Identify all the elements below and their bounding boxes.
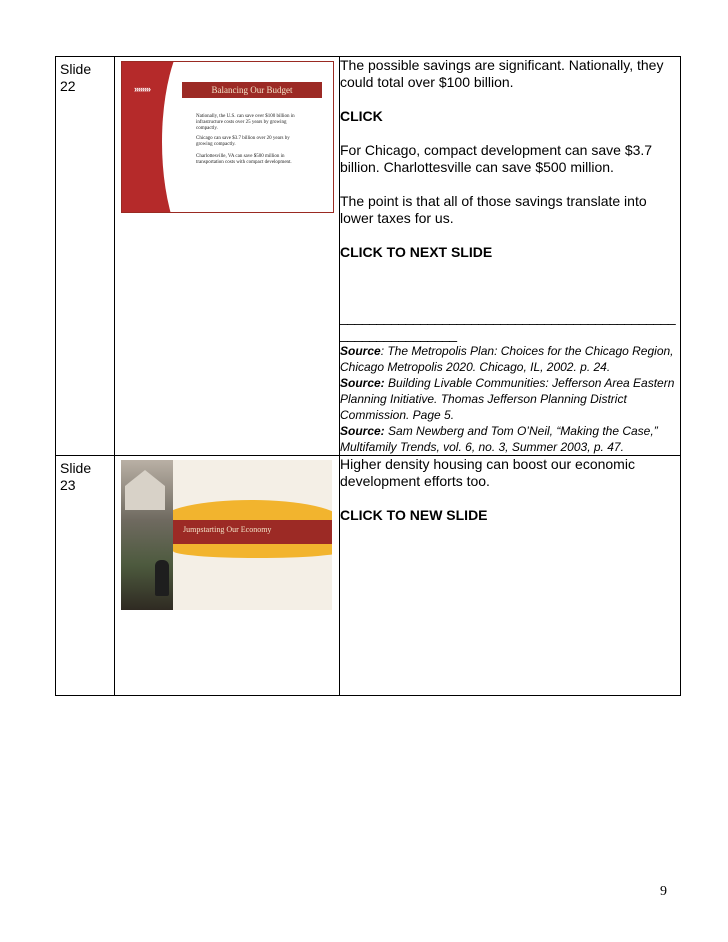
- slide-number: Slide 22: [60, 61, 92, 94]
- slide-label-cell: [56, 57, 115, 456]
- notes-cell: [340, 57, 681, 456]
- slide-thumbnail: [121, 460, 332, 610]
- slide-thumbnail-cell: [115, 57, 340, 456]
- notes-paragraph: Higher density housing can boost our economic development efforts too.: [340, 456, 635, 489]
- source-citation: Source: Sam Newberg and Tom O’Neil, “Making the Case,” Multifamily Trends, vol. 6, no. 3, Summer 2003, p. 47.: [340, 424, 658, 454]
- cue-text: CLICK TO NEXT SLIDE: [340, 244, 493, 260]
- slide-bullet: Charlottesville, VA can save $500 million in transportation costs with compact development.: [196, 154, 292, 165]
- source-citation: Source: Building Livable Communities: Jefferson Area Eastern Planning Initiative. Thomas Jefferson Planning District Commission. Page 5.: [340, 376, 675, 422]
- divider-rule: ______________________________________________________________: [340, 309, 676, 342]
- notes-paragraph: The point is that all of those savings translate into lower taxes for us.: [340, 193, 647, 226]
- speaker-notes-table: [55, 56, 681, 696]
- notes-paragraph: The possible savings are significant. Nationally, they could total over $100 billion.: [340, 57, 664, 90]
- table-row: [56, 456, 681, 696]
- notes-cell: [340, 456, 681, 696]
- person-icon: [155, 560, 169, 596]
- cue-text: CLICK: [340, 108, 383, 124]
- cue-text: CLICK TO NEW SLIDE: [340, 507, 488, 523]
- slide-label-cell: [56, 456, 115, 696]
- slide-thumbnail-cell: [115, 456, 340, 696]
- page-number: 9: [660, 884, 667, 899]
- slide-bullet: Nationally, the U.S. can save over $100 billion in infrastructure costs over 25 years by growing compactly.: [196, 114, 295, 131]
- slide-bullet: Chicago can save $3.7 billion over 20 years by growing compactly.: [196, 136, 290, 147]
- slide-thumbnail: [121, 61, 334, 213]
- table-row: [56, 57, 681, 456]
- chevron-icon: »»»»: [134, 84, 151, 94]
- slide-title: Balancing Our Budget: [182, 82, 322, 98]
- source-citation: Source: The Metropolis Plan: Choices for the Chicago Region, Chicago Metropolis 2020. Chicago, IL, 2002. p. 24.: [340, 344, 674, 374]
- slide-number: Slide 23: [60, 460, 92, 493]
- notes-paragraph: For Chicago, compact development can save $3.7 billion. Charlottesville can save $500 million.: [340, 142, 653, 175]
- slide-title: Jumpstarting Our Economy: [183, 525, 272, 534]
